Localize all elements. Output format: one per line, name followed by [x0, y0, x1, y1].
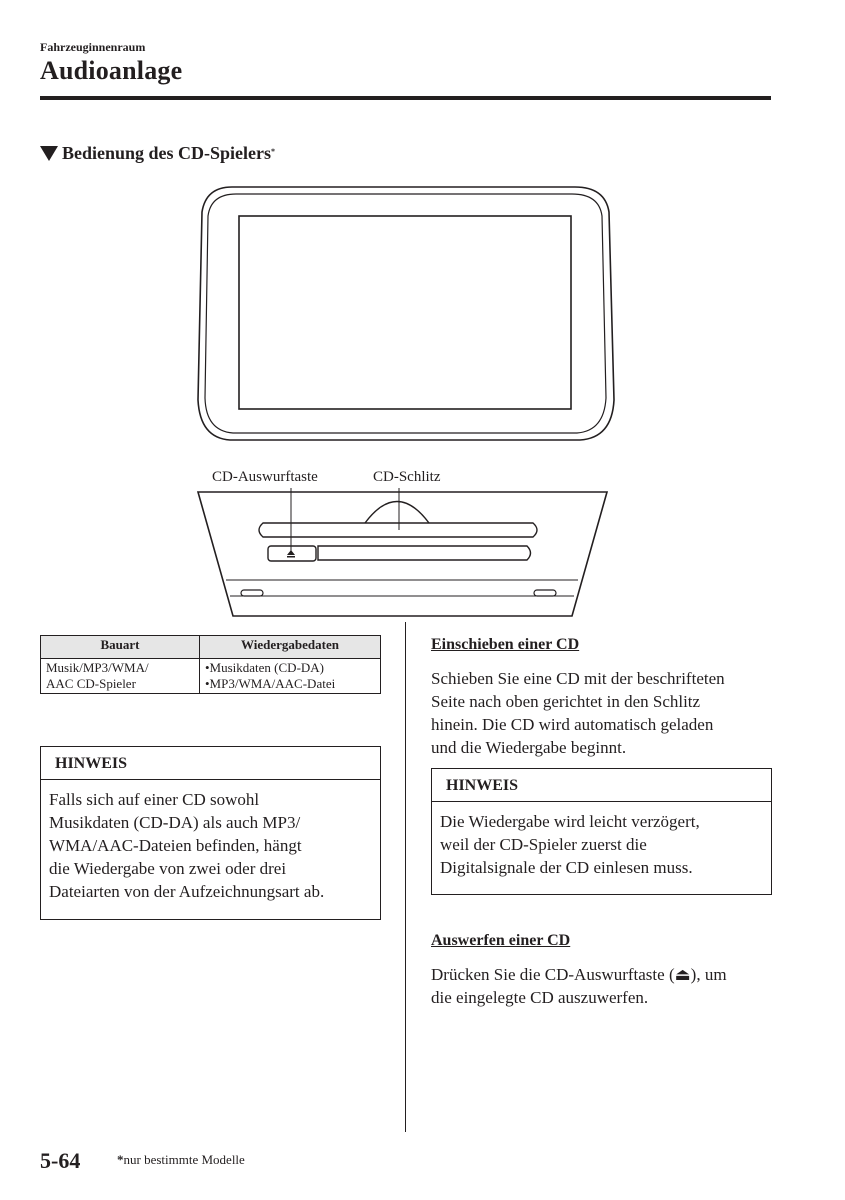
note-title: HINWEIS	[41, 747, 380, 780]
table-cell-data: •Musikdaten (CD-DA) •MP3/WMA/AAC-Datei	[200, 659, 381, 694]
note-box-right	[431, 768, 772, 895]
insert-cd-heading: Einschieben einer CD	[431, 636, 580, 653]
right-indicator	[534, 590, 556, 596]
display-outer-bezel	[198, 187, 614, 440]
heading-asterisk: *	[271, 147, 276, 156]
eject-icon	[287, 550, 295, 558]
cd-slot-label: CD-Schlitz	[373, 469, 441, 485]
note-body: Falls sich auf einer CD sowohl Musikdaten (CD-DA) als auch MP3/ WMA/AAC-Dateien befinden, hängt die Wiedergabe von zwei oder drei Dateiarten von der Aufzeichnungsart ab.	[49, 790, 325, 901]
eject-cd-heading: Auswerfen einer CD	[431, 932, 571, 949]
table-header-data: Wiedergabedaten	[200, 636, 381, 659]
table-header-type: Bauart	[41, 636, 200, 659]
section-heading-text: Bedienung des CD-Spielers	[62, 143, 272, 163]
eject-symbol-icon: ⏏	[674, 965, 691, 984]
display-inner-bezel	[205, 194, 606, 433]
note-body: Die Wiedergabe wird leicht verzögert, weil der CD-Spieler zuerst die Digitalsignale der CD einlesen muss.	[440, 812, 700, 877]
cd-slot-arc	[365, 502, 429, 524]
insert-cd-text: Schieben Sie eine CD mit der beschrifteten Seite nach oben gerichtet in den Schlitz hinein. Die CD wird automatisch geladen und die Wiedergabe beginnt.	[431, 669, 725, 757]
section-label: Fahrzeuginnenraum	[40, 40, 146, 54]
note-title: HINWEIS	[432, 769, 771, 802]
eject-button-label: CD-Auswurftaste	[212, 469, 318, 485]
cd-slot-bar	[259, 523, 537, 537]
eject-cd-text: Drücken Sie die CD-Auswurftaste (⏏), um die eingelegte CD auszuwerfen.	[431, 965, 727, 1007]
cd-unit-body	[198, 492, 607, 616]
table-row	[41, 659, 381, 694]
note-box-left	[40, 746, 381, 920]
page-title: Audioanlage	[40, 56, 183, 85]
column-divider	[405, 622, 406, 1132]
lower-bar	[318, 546, 531, 560]
table-cell-type: Musik/MP3/WMA/ AAC CD-Spieler	[41, 659, 200, 694]
display-screen	[239, 216, 571, 409]
page-number: 5-64	[40, 1148, 81, 1173]
footnote: *nur bestimmte Modelle	[117, 1152, 245, 1167]
playback-table	[40, 635, 381, 694]
left-indicator	[241, 590, 263, 596]
